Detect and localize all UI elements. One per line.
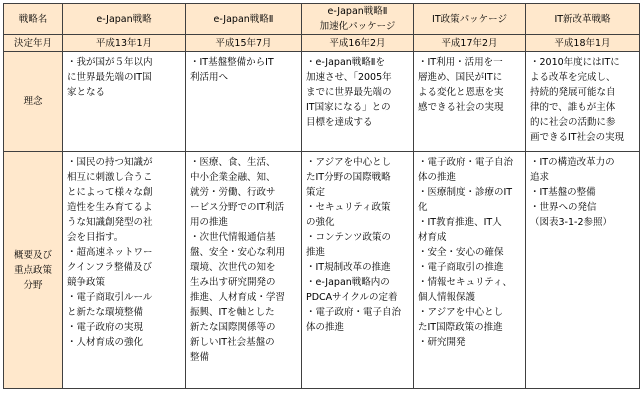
cell-text-line: と新たな環境整備 (67, 307, 144, 318)
cell-text-line: ・セキュリティ政策 (306, 202, 391, 213)
policy-fields-cell (63, 152, 186, 389)
cell-text-line: 就労・労働、行政サ (190, 187, 276, 198)
cell-text-line: ・国民の持つ知識が (67, 157, 153, 168)
cell-text-line: たIT分野の国際戦略 (306, 172, 391, 183)
header-text: IT新改革戦略 (554, 13, 611, 25)
cell-text-line: 画できるIT社会の実現 (530, 132, 625, 143)
cell-text-line: 推進、人材育成・学習 (190, 292, 286, 303)
decision-date: 平成16年2月 (302, 35, 414, 52)
policy-fields-row (4, 152, 640, 389)
header-strategy-it-package (414, 4, 526, 35)
header-text: 加速化パッケージ (319, 21, 396, 32)
cell-text-line: 環境、次世代の知を (190, 262, 276, 273)
cell-text-line: ・電子政府の実現 (67, 322, 144, 333)
cell-text-line: ・e-Japan戦略Ⅱを (306, 57, 385, 68)
cell-text-line: ・アジアを中心とし (306, 157, 392, 168)
cell-text-line: 律的で、誰もが主体 (530, 102, 616, 113)
cell-text-line: の強化 (306, 217, 335, 228)
cell-text-line: （図表3-1-2参照） (530, 217, 612, 228)
cell-text-line: ・次世代情報通信基 (190, 232, 276, 243)
policy-fields-cell (186, 152, 302, 389)
cell-text-line: ービス分野でのIT利活 (190, 202, 285, 213)
policy-fields-cell (526, 152, 640, 389)
cell-text-line: 体の推進 (306, 322, 345, 333)
cell-text-line: 持続的発展可能な自 (530, 87, 616, 98)
cell-text-line: うな知識創発型の社 (67, 217, 153, 228)
cell-text-line: 盤、安全・安心な利用 (190, 247, 286, 258)
cell-text-line: ・超高速ネットワー (67, 247, 153, 258)
decision-date: 平成18年1月 (526, 35, 640, 52)
policy-fields-cell (302, 152, 414, 389)
cell-text-line: ・世界への発信 (530, 202, 597, 213)
cell-text-line: 追求 (530, 172, 550, 183)
cell-text-line: ・研究開発 (418, 337, 466, 348)
cell-text-line: よる改革を完成し、 (530, 72, 616, 83)
policy-fields-cell (414, 152, 526, 389)
header-strategy-ejapan (63, 4, 186, 35)
row-label-text: 概要及び (13, 249, 52, 261)
cell-text-line: ・IT利用・活用を一 (418, 57, 503, 68)
decision-date: 平成13年1月 (63, 35, 186, 52)
header-corner: 戦略名 (4, 4, 63, 35)
cell-text-line: ・ITの構造改革力の (530, 157, 615, 168)
cell-text-line: ・e-Japan戦略内の (306, 277, 390, 288)
cell-text-line: 策定 (306, 187, 326, 198)
header-text: IT政策パッケージ (432, 13, 507, 25)
cell-text-line: IT国家になる」との (306, 102, 391, 113)
philosophy-cell (526, 52, 640, 152)
header-text: e-Japan戦略 (96, 13, 152, 25)
cell-text-line: ・電子商取引の推進 (418, 262, 504, 273)
header-strategy-it-reform (526, 4, 640, 35)
row-label-text: 重点政策 (13, 264, 52, 276)
cell-text-line: ・電子商取引ルール (67, 292, 153, 303)
row-label-policy-fields (4, 152, 63, 389)
header-strategy-acceleration (302, 4, 414, 35)
cell-text-line: 中小企業金融、知、 (190, 172, 276, 183)
row-label-text: 分野 (23, 279, 43, 291)
cell-text-line: ・電子政府・電子自治 (306, 307, 402, 318)
cell-text-line: クインフラ整備及び (67, 262, 153, 273)
philosophy-cell (302, 52, 414, 152)
cell-text-line: とによって様々な創 (67, 187, 153, 198)
strategy-table (3, 3, 640, 389)
cell-text-line: 新しいIT社会基盤の (190, 337, 275, 348)
cell-text-line: 新たな国際関係等の (190, 322, 276, 333)
philosophy-cell (63, 52, 186, 152)
cell-text-line: ・コンテンツ政策の (306, 232, 392, 243)
cell-text-line: ・2010年度にはITに (530, 57, 620, 68)
cell-text-line: 会を目指す。 (67, 232, 124, 243)
decision-date-row (4, 35, 640, 52)
cell-text-line: ・医療制度・診療のIT (418, 187, 513, 198)
cell-text-line: 造性を生み育てるよ (67, 202, 153, 213)
cell-text-line: ・人材育成の強化 (67, 337, 144, 348)
cell-text-line: ・IT教育推進、IT人 (418, 217, 502, 228)
cell-text-line: 用の推進 (190, 217, 229, 228)
cell-text-line: 相互に刺激し合うこ (67, 172, 153, 183)
cell-text-line: までに世界最先端の (306, 87, 392, 98)
cell-text-line: 生み出す研究開発の (190, 277, 276, 288)
cell-text-line: ・我が国が５年以内 (67, 57, 153, 68)
cell-text-line: 層進め、国民がITに (418, 72, 503, 83)
decision-date: 平成17年2月 (414, 35, 526, 52)
cell-text-line: ・医療、食、生活、 (190, 157, 276, 168)
cell-text-line: 個人情報保護 (418, 292, 476, 303)
row-label-decision-date: 決定年月 (4, 35, 63, 52)
cell-text-line: ・情報セキュリティ、 (418, 277, 513, 288)
cell-text-line: 感できる社会の実現 (418, 102, 504, 113)
cell-text-line: 利活用へ (190, 72, 229, 83)
cell-text-line: 競争政策 (67, 277, 106, 288)
cell-text-line: ・安全・安心の確保 (418, 247, 504, 258)
header-text: e-Japan戦略Ⅱ (213, 13, 274, 25)
header-strategy-ejapan-2 (186, 4, 302, 35)
cell-text-line: 目標を達成する (306, 117, 373, 128)
cell-text-line: に世界最先端のIT国 (67, 72, 152, 83)
cell-text-line: ・IT規制改革の推進 (306, 262, 391, 273)
cell-text-line: 体の推進 (418, 172, 457, 183)
cell-text-line: ・IT基盤の整備 (530, 187, 596, 198)
cell-text-line: 的に社会の活動に参 (530, 117, 616, 128)
decision-date: 平成15年7月 (186, 35, 302, 52)
cell-text-line: 加速させ、「2005年 (306, 72, 392, 83)
header-text: e-Japan戦略Ⅱ (327, 6, 388, 17)
philosophy-cell (186, 52, 302, 152)
cell-text-line: ・アジアを中心とし (418, 307, 504, 318)
cell-text-line: ・IT基盤整備からIT (190, 57, 274, 68)
header-row (4, 4, 640, 35)
cell-text-line: 材育成 (418, 232, 447, 243)
philosophy-cell (414, 52, 526, 152)
cell-text-line: よる変化と恩恵を実 (418, 87, 504, 98)
row-label-philosophy: 理念 (4, 52, 63, 152)
cell-text-line: 整備 (190, 352, 210, 363)
cell-text-line: ・電子政府・電子自治 (418, 157, 514, 168)
cell-text-line: たIT国際政策の推進 (418, 322, 503, 333)
philosophy-row (4, 52, 640, 152)
cell-text-line: 化 (418, 202, 428, 213)
cell-text-line: 推進 (306, 247, 326, 258)
cell-text-line: PDCAサイクルの定着 (306, 292, 398, 303)
cell-text-line: 振興、ITを軸とした (190, 307, 275, 318)
cell-text-line: 家となる (67, 87, 106, 98)
